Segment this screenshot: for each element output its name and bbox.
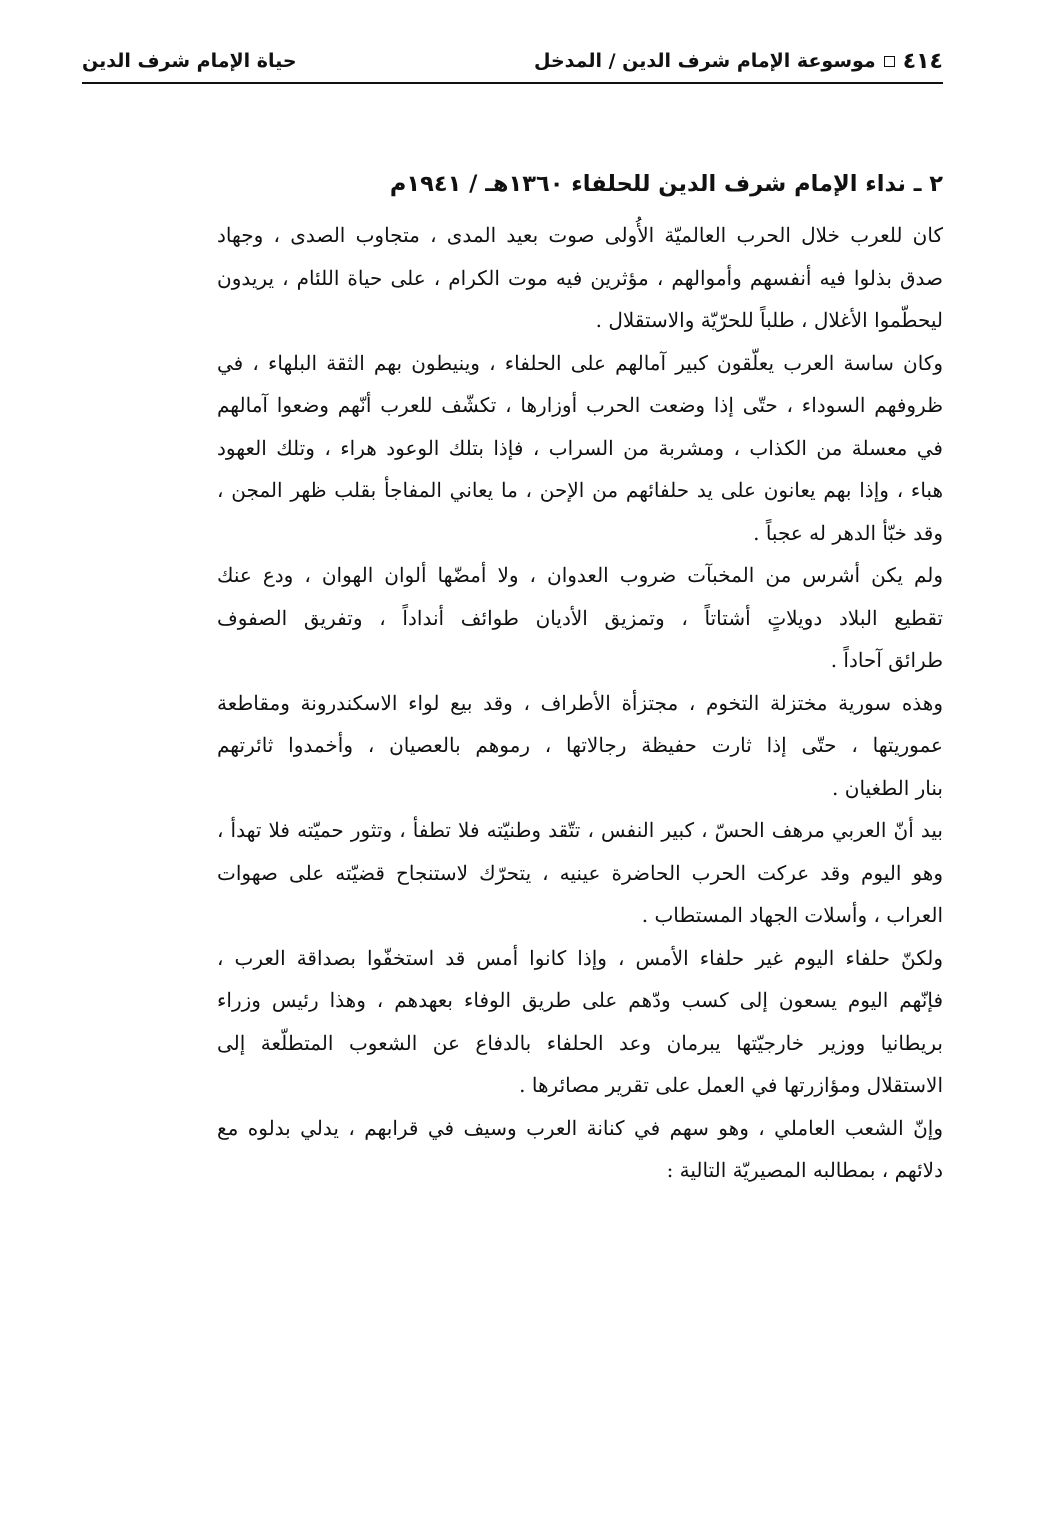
text-line: دلائهم ، بمطالبه المصيريّة التالية : (666, 1158, 943, 1182)
text-line: الاستقلال ومؤازرتها في العمل على تقرير مصائرها . (519, 1073, 943, 1097)
page-body (217, 160, 943, 1192)
text-line: تقطيع البلاد دويلاتٍ أشتاتاً ، وتمزيق الأديان طوائف أنداداً ، وتفريق الصفوف (217, 605, 943, 630)
header-book-info (534, 49, 943, 74)
text-line: العراب ، وأسلات الجهاد المستطاب . (641, 903, 943, 927)
text-line: وقد خبّأ الدهر له عجباً . (753, 520, 943, 545)
running-header (82, 40, 943, 84)
text-line: ليحطّموا الأغلال ، طلباً للحرّيّة والاستقلال . (595, 308, 943, 332)
text-line: في معسلة من الكذاب ، ومشربة من السراب ، فإذا بتلك الوعود هراء ، وتلك العهود (217, 435, 943, 460)
text-line: ظروفهم السوداء ، حتّى إذا وضعت الحرب أوزارها ، تكشّف للعرب أنّهم وضعوا آمالهم (217, 393, 943, 417)
text-line: وهذه سورية مختزلة التخوم ، مجتزأة الأطراف ، وقد بيع لواء الاسكندرونة ومقاطعة (217, 690, 943, 715)
text-line: وإنّ الشعب العاملي ، وهو سهم في كنانة العرب وسيف في قرابهم ، يدلي بدلوه مع (217, 1115, 943, 1140)
book-title: موسوعة الإمام شرف الدين / المدخل (533, 50, 876, 72)
text-line: عموريتها ، حتّى إذا ثارت حفيظة رجالاتها ، رموهم بالعصيان ، وأخمدوا ثائرتهم (217, 733, 943, 757)
text-line: بريطانيا ووزير خارجيّتها يبرمان وعد الحلفاء بالدفاع عن الشعوب المتطلّعة إلى (217, 1030, 943, 1055)
paragraph (217, 1107, 943, 1192)
text-line: وهو اليوم وقد عركت الحرب الحاضرة عينيه ، يتحرّك لاستنجاح قضيّته على صهوات (217, 860, 943, 885)
paragraph (217, 682, 943, 810)
page-number: ٤١٤ (902, 48, 943, 74)
text-line: وكان ساسة العرب يعلّقون كبير آمالهم على الحلفاء ، وينيطون بهم الثقة البلهاء ، في (217, 350, 943, 375)
square-icon (884, 56, 895, 67)
text-line: ولم يكن أشرس من المخبآت ضروب العدوان ، ولا أمضّها ألوان الهوان ، ودع عنك (217, 563, 943, 587)
text-line: طرائق آحاداً . (830, 648, 943, 672)
section-title: حياة الإمام شرف الدين (82, 50, 297, 72)
text-line: كان للعرب خلال الحرب العالميّة الأُولى صوت بعيد المدى ، متجاوب الصدى ، وجهاد (217, 223, 943, 247)
text-line: فإنّهم اليوم يسعون إلى كسب ودّهم على طريق الوفاء بعهدهم ، وهذا رئيس وزراء (217, 988, 943, 1012)
text-line: بنار الطغيان . (832, 775, 943, 800)
paragraph (217, 937, 943, 1107)
text-line: هباء ، وإذا بهم يعانون على يد حلفائهم من الإحن ، ما يعاني المفاجأ بقلب ظهر المجن ، (217, 478, 944, 502)
paragraph (217, 809, 943, 937)
paragraph (217, 214, 943, 342)
paragraph (217, 554, 943, 682)
paragraph (217, 342, 943, 555)
text-line: بيد أنّ العربي مرهف الحسّ ، كبير النفس ، تتّقد وطنيّته فلا تطفأ ، وتثور حميّته فلا تهدأ ، (217, 818, 943, 842)
section-heading: ٢ ـ نداء الإمام شرف الدين للحلفاء ١٣٦٠هـ / ١٩٤١م (389, 171, 943, 197)
text-line: صدق بذلوا فيه أنفسهم وأموالهم ، مؤثرين فيه موت الكرام ، على حياة اللئام ، يريدون (217, 265, 943, 290)
text-line: ولكنّ حلفاء اليوم غير حلفاء الأمس ، وإذا كانوا أمس قد استخفّوا بصداقة العرب ، (217, 945, 943, 970)
